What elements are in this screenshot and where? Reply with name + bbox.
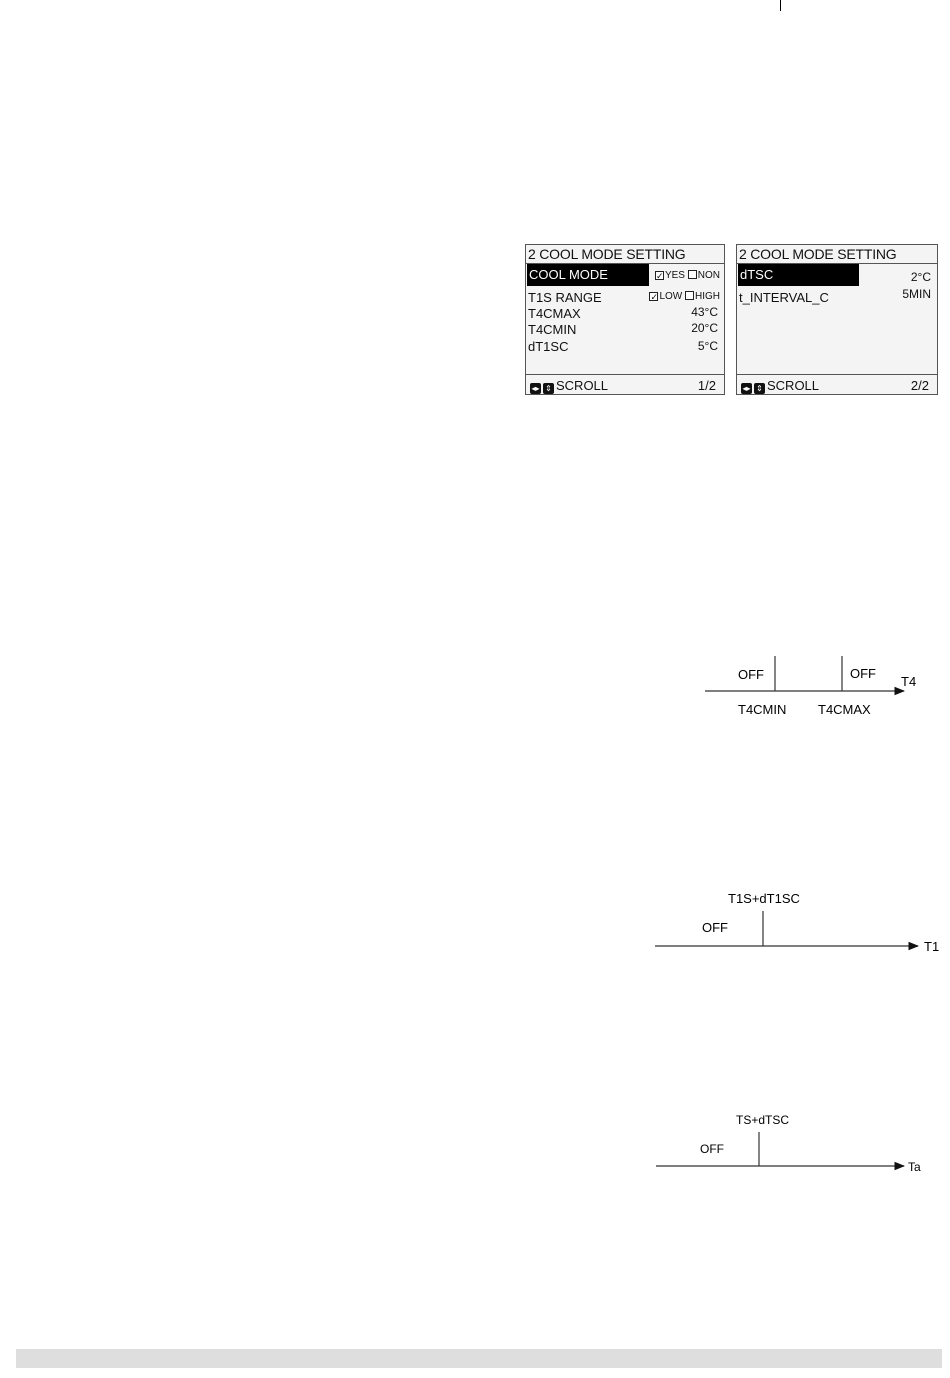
left-right-arrows-icon: ◂▸ xyxy=(742,384,751,393)
up-down-arrows-icon: ⇕ xyxy=(754,383,765,394)
up-down-arrows-icon: ⇕ xyxy=(543,383,554,394)
page-indicator: 1/2 xyxy=(697,378,716,393)
cool-mode-row-highlight[interactable]: COOL MODE xyxy=(527,264,649,286)
t4cmin-label[interactable]: T4CMIN xyxy=(528,322,577,337)
lcd-title: 2 COOL MODE SETTING xyxy=(528,246,686,262)
t-interval-c-label[interactable]: t_INTERVAL_C xyxy=(739,290,829,305)
footer-bar xyxy=(16,1349,942,1368)
t1-off-label: OFF xyxy=(702,920,728,935)
t4-off-right-label: OFF xyxy=(850,666,876,681)
checkbox-checked-icon[interactable]: ✓ xyxy=(655,271,664,281)
t4cmax-label[interactable]: T4CMAX xyxy=(528,306,581,321)
dtsc-value: 2°C xyxy=(910,270,931,284)
dt1sc-value: 5°C xyxy=(697,339,718,353)
dt1sc-label[interactable]: dT1SC xyxy=(528,339,569,354)
left-right-arrows-icon: ◂▸ xyxy=(531,384,540,393)
cool-mode-yes-label: YES xyxy=(664,270,685,281)
t1-threshold-label: T1S+dT1SC xyxy=(728,891,800,906)
ta-axis-label: Ta xyxy=(908,1160,921,1174)
checkbox-checked-icon[interactable]: ✓ xyxy=(650,292,658,302)
ta-off-label: OFF xyxy=(700,1142,724,1156)
ta-diagram xyxy=(656,1113,921,1174)
t4cmax-label: T4CMAX xyxy=(818,702,871,717)
t4cmax-value: 43°C xyxy=(691,305,718,319)
t1s-range-label[interactable]: T1S RANGE xyxy=(528,290,602,305)
scroll-label: SCROLL xyxy=(767,378,820,393)
ta-threshold-label: TS+dTSC xyxy=(736,1113,790,1127)
cool-mode-non-label: NON xyxy=(697,270,720,281)
page-indicator: 2/2 xyxy=(910,378,929,393)
scroll-label: SCROLL xyxy=(556,378,609,393)
t4cmin-label: T4CMIN xyxy=(738,702,787,717)
t4-diagram xyxy=(705,656,916,717)
t1-diagram xyxy=(655,891,939,954)
t1-axis-label: T1 xyxy=(924,939,940,954)
dtsc-row-highlight[interactable]: dTSC xyxy=(738,264,859,286)
t1s-low-label: LOW xyxy=(659,291,683,302)
t4-off-left-label: OFF xyxy=(738,667,764,682)
t-interval-c-value: 5MIN xyxy=(902,287,931,301)
t1s-high-label: HIGH xyxy=(695,291,720,302)
t4cmin-value: 20°C xyxy=(691,321,718,335)
lcd-title: 2 COOL MODE SETTING xyxy=(739,246,897,262)
t4-axis-label: T4 xyxy=(901,674,917,689)
